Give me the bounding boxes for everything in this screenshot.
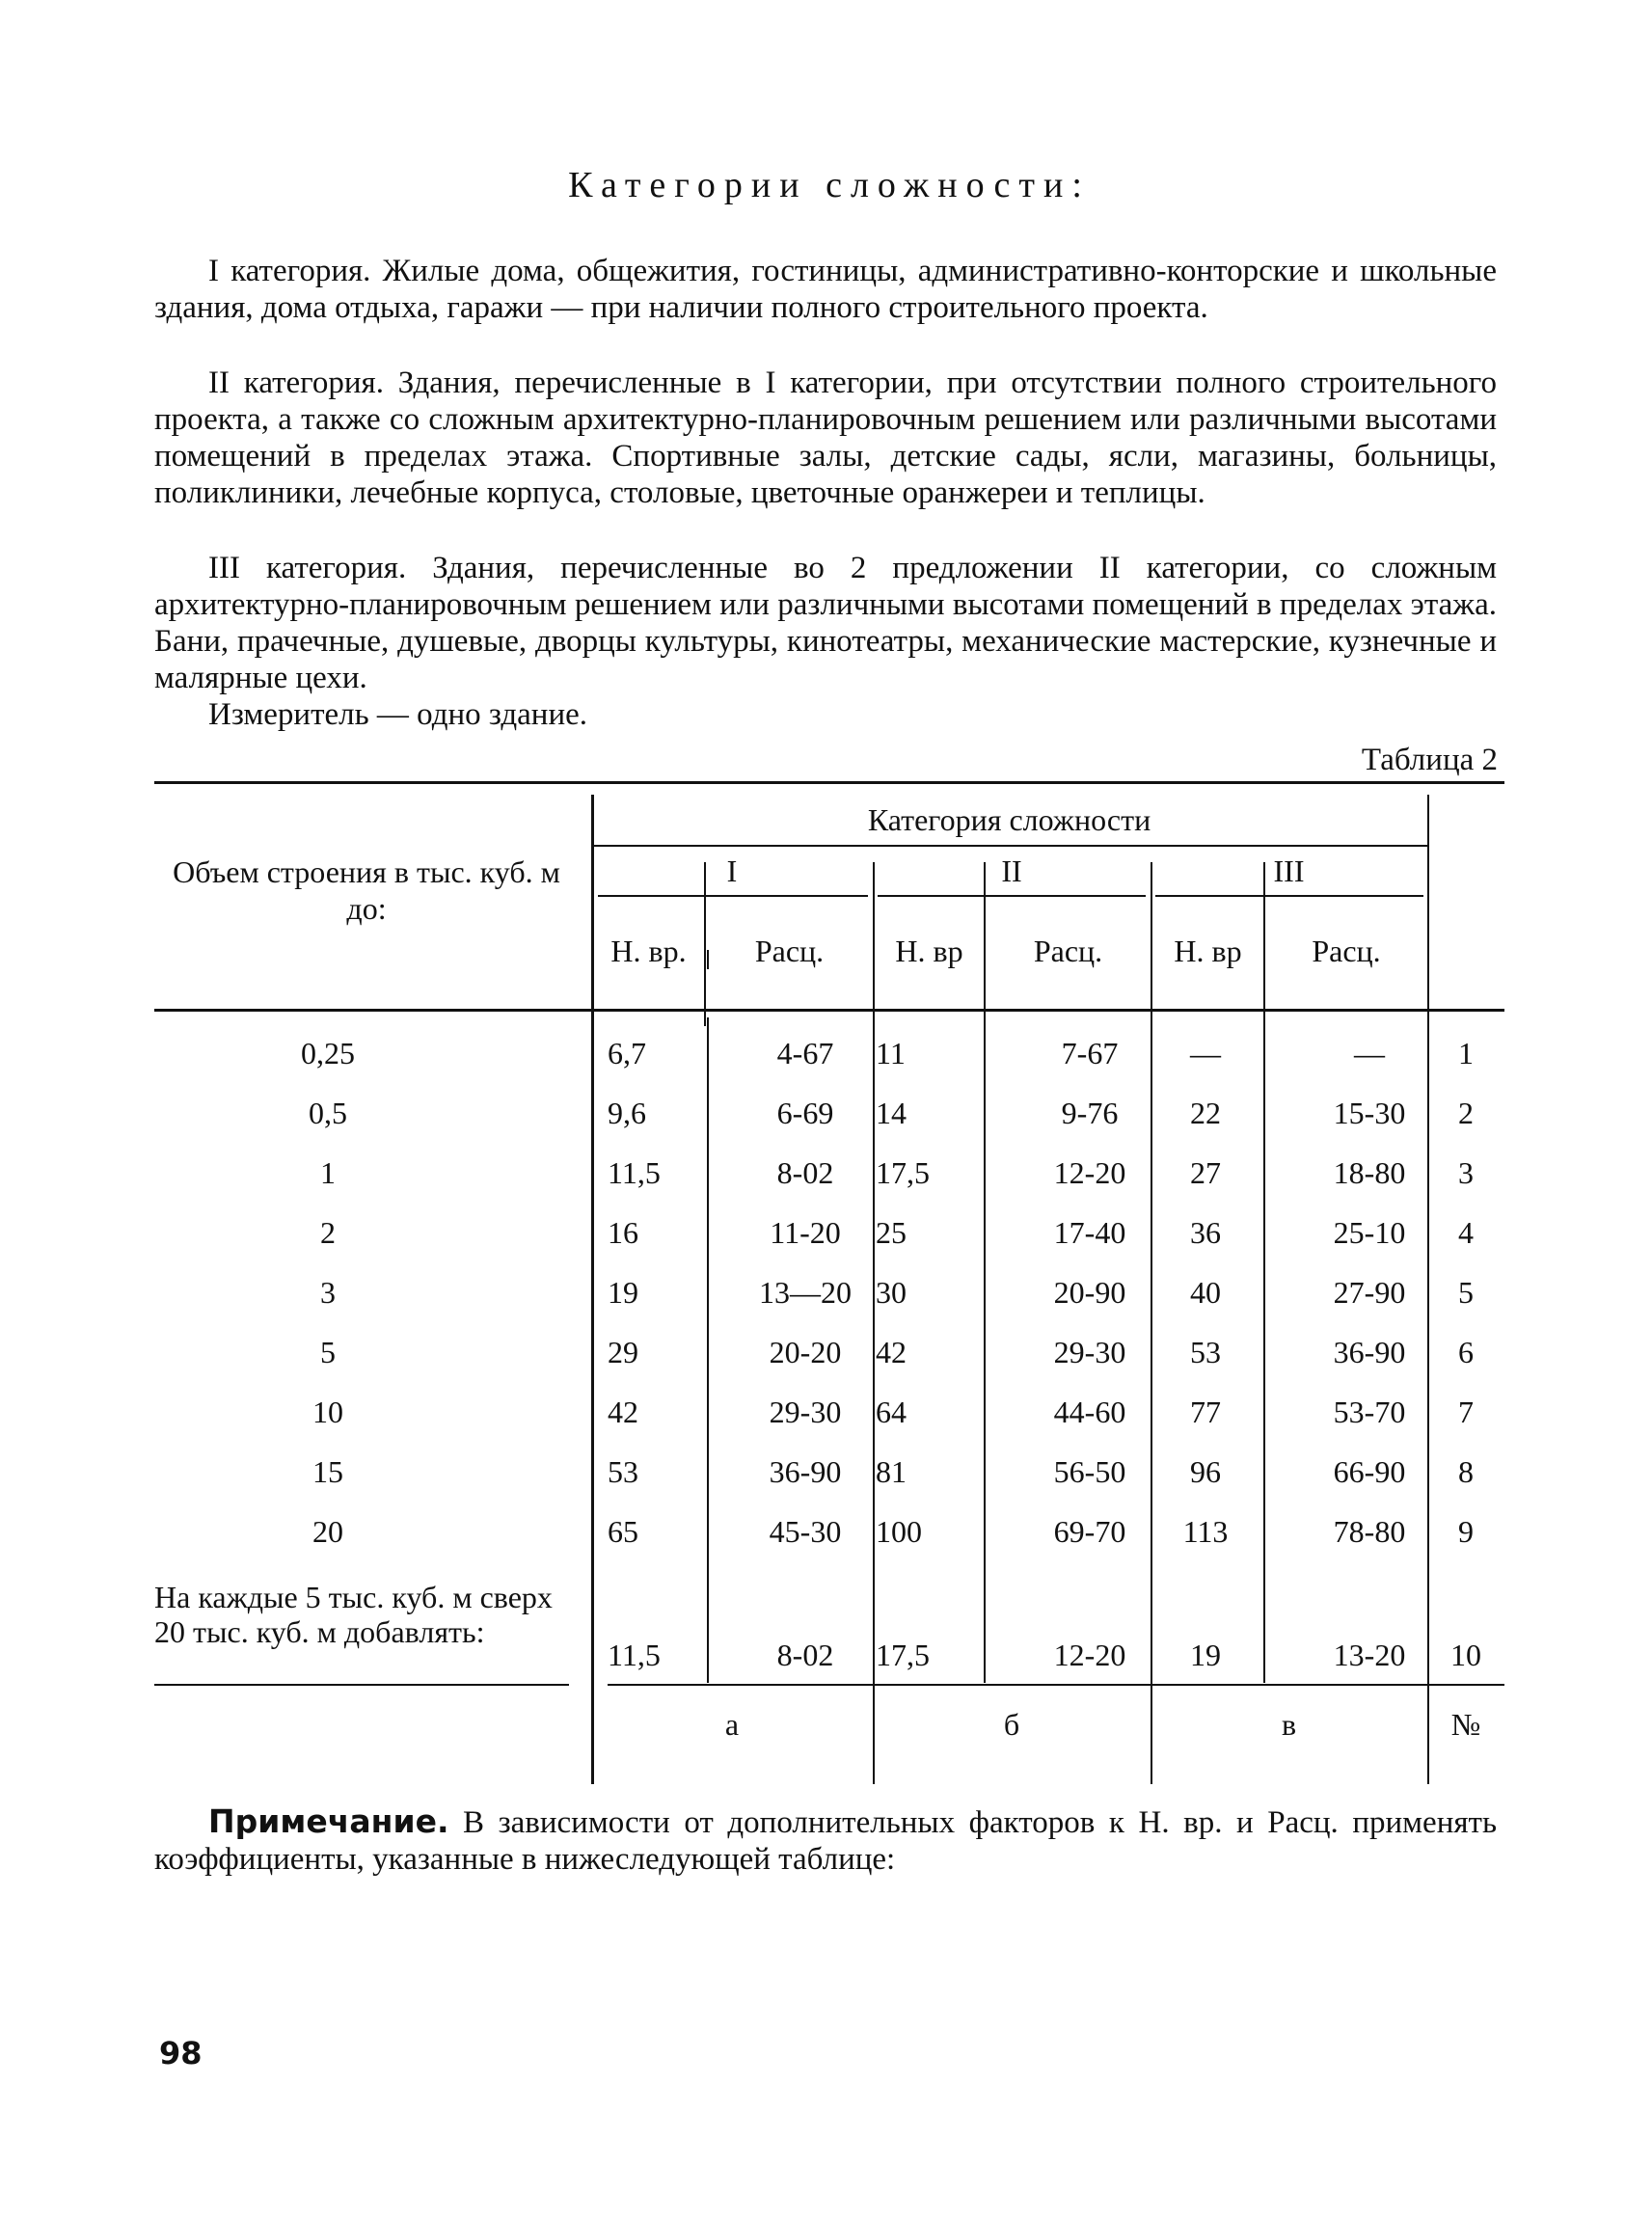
cell-i-hvr: 42 xyxy=(608,1395,638,1429)
cell-ii-hvr: 17,5 xyxy=(876,1155,930,1190)
cell-i-hvr: 29 xyxy=(608,1335,638,1369)
table-row xyxy=(154,1636,1504,1695)
column-number-sign: № xyxy=(1450,1707,1481,1742)
cell-row-number: 6 xyxy=(1458,1335,1474,1369)
cell-i-hvr: 19 xyxy=(608,1275,638,1310)
table-top-rule xyxy=(154,781,1504,784)
cell-iii-hvr: 40 xyxy=(1190,1275,1221,1310)
cell-ii-rasc: 12-20 xyxy=(1053,1638,1126,1672)
cell-row-number: 3 xyxy=(1458,1155,1474,1190)
cell-iii-rasc: 18-80 xyxy=(1333,1155,1406,1190)
cell-iii-rasc: 25-10 xyxy=(1333,1215,1406,1250)
cell-ii-rasc: 29-30 xyxy=(1053,1335,1126,1369)
cell-iii-hvr: 19 xyxy=(1190,1638,1221,1672)
cell-i-rasc: 6-69 xyxy=(776,1096,834,1130)
cell-row-number: 7 xyxy=(1458,1395,1474,1429)
cell-i-rasc: 29-30 xyxy=(769,1395,842,1429)
cell-iii-hvr: 22 xyxy=(1190,1096,1221,1130)
table-header-rule xyxy=(1155,895,1423,897)
table-header-rule xyxy=(591,845,1427,847)
cell-iii-rasc: 53-70 xyxy=(1333,1395,1406,1429)
cell-ii-rasc: 9-76 xyxy=(1061,1096,1119,1130)
cell-ii-hvr: 25 xyxy=(876,1215,907,1250)
cell-row-number: 8 xyxy=(1458,1454,1474,1489)
subheader-rasc-1: Расц. xyxy=(754,934,825,968)
cell-ii-rasc: 20-90 xyxy=(1053,1275,1126,1310)
table-row xyxy=(154,1273,1504,1333)
cell-i-hvr: 53 xyxy=(608,1454,638,1489)
cell-ii-hvr: 64 xyxy=(876,1395,907,1429)
cell-iii-rasc: 66-90 xyxy=(1333,1454,1406,1489)
cell-volume: 0,25 xyxy=(301,1036,355,1070)
cell-iii-hvr: — xyxy=(1190,1036,1221,1070)
table-row xyxy=(154,1333,1504,1393)
cell-ii-hvr: 17,5 xyxy=(876,1638,930,1672)
volume-header: Объем строения в тыс. куб. м до: xyxy=(173,854,560,926)
cell-iii-rasc: 36-90 xyxy=(1333,1335,1406,1369)
cell-i-rasc: 13—20 xyxy=(759,1275,852,1310)
cell-iii-rasc: 13-20 xyxy=(1333,1638,1406,1672)
cell-i-rasc: 20-20 xyxy=(769,1335,842,1369)
cell-ii-rasc: 44-60 xyxy=(1053,1395,1126,1429)
cell-volume: 3 xyxy=(320,1275,336,1310)
column-letter-a: а xyxy=(724,1707,740,1742)
cell-row-number: 5 xyxy=(1458,1275,1474,1310)
cell-volume: 0,5 xyxy=(309,1096,347,1130)
table-bottom-rule xyxy=(154,1684,569,1686)
cell-iii-hvr: 27 xyxy=(1190,1155,1221,1190)
cell-volume: 1 xyxy=(320,1155,336,1190)
cell-volume: 10 xyxy=(312,1395,343,1429)
cell-i-hvr: 65 xyxy=(608,1514,638,1549)
cell-ii-hvr: 42 xyxy=(876,1335,907,1369)
norms-table xyxy=(154,781,1504,1784)
section-heading: Категории сложности: xyxy=(568,165,1091,205)
cell-iii-rasc: 27-90 xyxy=(1333,1275,1406,1310)
cell-ii-rasc: 56-50 xyxy=(1053,1454,1126,1489)
cell-ii-hvr: 100 xyxy=(876,1514,922,1549)
cell-iii-hvr: 77 xyxy=(1190,1395,1221,1429)
note-text: В зависимости от дополнительных факторов к Н. вр. и Расц. применять коэффициенты, указанные в нижеследующей таблице: xyxy=(154,1805,1498,1877)
cell-volume: 20 xyxy=(312,1514,343,1549)
paragraph-measure: Измеритель — одно здание. xyxy=(208,697,588,732)
cell-i-rasc: 45-30 xyxy=(769,1514,842,1549)
paragraph-category-2: II категория. Здания, перечисленные в I категории, при отсутствии полного строительного проекта, а также со сложным архитектурно-планировочным решением или различными высотами помещений в пределах этажа. Спортивные залы, детские сады, ясли, магазины, больницы, поликлиники, лечебные корпуса, столовые, цветочные оранжереи и теплицы. xyxy=(154,366,1497,510)
cell-i-rasc: 8-02 xyxy=(776,1155,834,1190)
cell-i-hvr: 11,5 xyxy=(608,1638,661,1672)
subheader-rasc-2: Расц. xyxy=(1033,934,1103,968)
table-header-bottom-rule xyxy=(154,1009,1504,1012)
table-row xyxy=(154,1452,1504,1512)
cell-volume: 2 xyxy=(320,1215,336,1250)
cell-i-rasc: 36-90 xyxy=(769,1454,842,1489)
cell-iii-hvr: 113 xyxy=(1182,1514,1229,1549)
cell-ii-rasc: 12-20 xyxy=(1053,1155,1126,1190)
category-header: Категория сложности xyxy=(867,802,1151,837)
cell-iii-rasc: 78-80 xyxy=(1333,1514,1406,1549)
table-bottom-rule xyxy=(608,1684,1504,1686)
cell-ii-hvr: 81 xyxy=(876,1454,907,1489)
table-row xyxy=(154,1512,1504,1572)
table-row xyxy=(154,1213,1504,1273)
table-header-rule xyxy=(598,895,868,897)
category-ii-header: II xyxy=(1001,853,1022,888)
cell-ii-hvr: 11 xyxy=(876,1036,906,1070)
cell-i-hvr: 6,7 xyxy=(608,1036,646,1070)
table-row xyxy=(154,1094,1504,1153)
cell-iii-hvr: 96 xyxy=(1190,1454,1221,1489)
table-caption: Таблица 2 xyxy=(1361,743,1498,777)
note-label: Примечание. xyxy=(208,1802,449,1840)
cell-row-number: 4 xyxy=(1458,1215,1474,1250)
cell-i-rasc: 4-67 xyxy=(776,1036,834,1070)
paragraph-category-1: I категория. Жилые дома, общежития, гостиницы, административно-конторские и школьные здания, дома отдыха, гаражи — при наличии полного строительного проекта. xyxy=(154,254,1497,325)
cell-row-number: 10 xyxy=(1450,1638,1481,1672)
cell-volume: 15 xyxy=(312,1454,343,1489)
note-paragraph xyxy=(154,1803,1497,1878)
column-letter-b: б xyxy=(1003,1707,1020,1742)
cell-ii-rasc: 7-67 xyxy=(1061,1036,1119,1070)
subheader-rasc-3: Расц. xyxy=(1312,934,1381,968)
column-letter-v: в xyxy=(1281,1707,1297,1742)
cell-ii-hvr: 30 xyxy=(876,1275,907,1310)
cell-row-number: 1 xyxy=(1458,1036,1474,1070)
category-iii-header: III xyxy=(1273,853,1305,888)
cell-i-hvr: 16 xyxy=(608,1215,638,1250)
cell-iii-rasc: 15-30 xyxy=(1333,1096,1406,1130)
category-i-header: I xyxy=(726,853,738,888)
table-row xyxy=(154,1393,1504,1452)
cell-i-hvr: 9,6 xyxy=(608,1096,646,1130)
cell-ii-rasc: 69-70 xyxy=(1053,1514,1126,1549)
cell-i-rasc: 11-20 xyxy=(770,1215,841,1250)
cell-row-number: 2 xyxy=(1458,1096,1474,1130)
table-row xyxy=(154,1153,1504,1213)
cell-ii-hvr: 14 xyxy=(876,1096,907,1130)
cell-iii-rasc: — xyxy=(1354,1036,1385,1070)
cell-volume: 5 xyxy=(320,1335,336,1369)
cell-ii-rasc: 17-40 xyxy=(1053,1215,1126,1250)
subheader-hvr-1: Н. вр. xyxy=(610,934,687,968)
cell-iii-hvr: 53 xyxy=(1190,1335,1221,1369)
subheader-hvr-3: Н. вр xyxy=(1174,934,1242,968)
page-number: 98 xyxy=(159,2035,203,2072)
table-header-rule xyxy=(878,895,1146,897)
table-row xyxy=(154,1034,1504,1094)
paragraph-category-3: III категория. Здания, перечисленные во 2 предложении II категории, со сложным архитектурно-планировочным решением или различными высотами помещений в пределах этажа. Бани, прачечные, душевые, дворцы культуры, кинотеатры, механические мастерские, кузнечные и малярные цехи. xyxy=(154,551,1497,695)
cell-volume-extra: На каждые 5 тыс. куб. м сверх 20 тыс. куб. м добавлять: xyxy=(154,1580,553,1649)
subheader-hvr-2: Н. вр xyxy=(895,934,963,968)
cell-i-rasc: 8-02 xyxy=(776,1638,834,1672)
cell-i-hvr: 11,5 xyxy=(608,1155,661,1190)
cell-row-number: 9 xyxy=(1458,1514,1474,1549)
cell-iii-hvr: 36 xyxy=(1190,1215,1221,1250)
